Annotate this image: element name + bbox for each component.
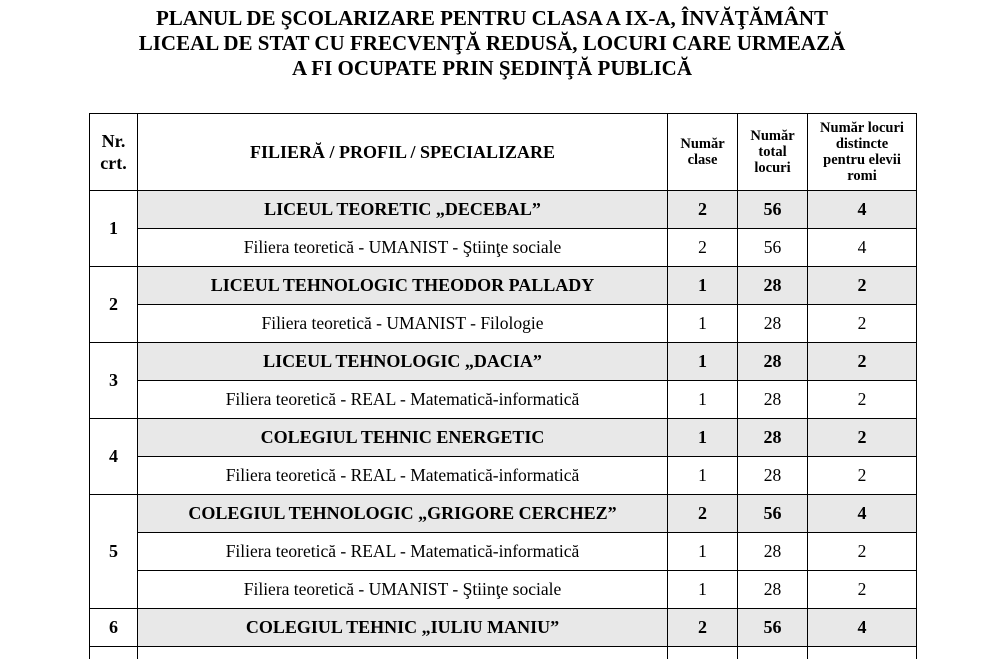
school-name: COLEGIUL TEHNIC ENERGETIC xyxy=(138,419,668,457)
header-nr-line: Nr. xyxy=(101,131,126,151)
school-name: COLEGIUL TEHNIC „IULIU MANIU” xyxy=(138,609,668,647)
specialization-total-locuri: 28 xyxy=(738,457,808,495)
school-clase: 1 xyxy=(668,267,738,305)
specialization-total-locuri: 56 xyxy=(738,229,808,267)
cut-cell xyxy=(738,647,808,659)
specialization-total-locuri: 28 xyxy=(738,571,808,609)
table-header-row xyxy=(90,114,917,191)
school-clase: 1 xyxy=(668,343,738,381)
specialization-clase: 1 xyxy=(668,381,738,419)
specialization-name: Filiera teoretică - REAL - Matematică-informatică xyxy=(138,381,668,419)
school-locuri-romi: 4 xyxy=(808,495,917,533)
school-locuri-romi: 2 xyxy=(808,343,917,381)
header-total-line-1: Număr xyxy=(750,128,795,144)
specialization-locuri-romi: 2 xyxy=(808,305,917,343)
specialization-locuri-romi: 2 xyxy=(808,571,917,609)
school-locuri-romi: 4 xyxy=(808,191,917,229)
school-name: LICEUL TEHNOLOGIC THEODOR PALLADY xyxy=(138,267,668,305)
row-number: 5 xyxy=(90,495,138,609)
school-total-locuri: 28 xyxy=(738,343,808,381)
header-clase-line-1: Număr xyxy=(680,136,725,152)
specialization-total-locuri: 28 xyxy=(738,305,808,343)
school-total-locuri: 56 xyxy=(738,191,808,229)
school-total-locuri: 56 xyxy=(738,609,808,647)
school-row xyxy=(90,191,917,229)
school-name: LICEUL TEHNOLOGIC „DACIA” xyxy=(138,343,668,381)
specialization-name: Filiera teoretică - UMANIST - Filologie xyxy=(138,305,668,343)
header-numar-clase xyxy=(668,114,738,191)
specialization-row xyxy=(90,381,917,419)
school-total-locuri: 28 xyxy=(738,267,808,305)
school-clase: 2 xyxy=(668,495,738,533)
header-total-line-3: locuri xyxy=(754,160,791,176)
specialization-row xyxy=(90,305,917,343)
school-clase: 2 xyxy=(668,191,738,229)
specialization-locuri-romi: 2 xyxy=(808,457,917,495)
specialization-total-locuri: 28 xyxy=(738,381,808,419)
row-number: 4 xyxy=(90,419,138,495)
specialization-name: Filiera teoretică - UMANIST - Ştiinţe sociale xyxy=(138,571,668,609)
row-number: 1 xyxy=(90,191,138,267)
header-romi-line-3: pentru elevii xyxy=(823,152,901,168)
row-number: 2 xyxy=(90,267,138,343)
header-total-line-2: total xyxy=(758,144,787,160)
cut-cell xyxy=(668,647,738,659)
title-line-1: PLANUL DE ŞCOLARIZARE PENTRU CLASA A IX-A, ÎNVĂŢĂMÂNT xyxy=(155,6,829,30)
header-romi-line-2: distincte xyxy=(835,136,889,152)
specialization-total-locuri: 28 xyxy=(738,533,808,571)
header-clase-line-2: clase xyxy=(687,152,718,168)
title-line-2: LICEAL DE STAT CU FRECVENŢĂ REDUSĂ, LOCURI CARE URMEAZĂ xyxy=(138,31,846,55)
header-romi-line-1: Număr locuri xyxy=(820,120,904,136)
school-row xyxy=(90,267,917,305)
cut-cell xyxy=(90,647,138,659)
table-row-cut-off xyxy=(90,647,917,659)
specialization-clase: 1 xyxy=(668,571,738,609)
school-clase: 1 xyxy=(668,419,738,457)
school-name: LICEUL TEORETIC „DECEBAL” xyxy=(138,191,668,229)
school-row xyxy=(90,495,917,533)
title-line-3: A FI OCUPATE PRIN ŞEDINŢĂ PUBLICĂ xyxy=(291,56,692,80)
school-row xyxy=(90,609,917,647)
cut-cell xyxy=(808,647,917,659)
specialization-name: Filiera teoretică - REAL - Matematică-informatică xyxy=(138,533,668,571)
header-numar-total-locuri xyxy=(738,114,808,191)
header-filiera: FILIERĂ / PROFIL / SPECIALIZARE xyxy=(138,114,668,191)
header-romi-line-4: romi xyxy=(847,168,877,184)
school-row xyxy=(90,343,917,381)
specialization-row xyxy=(90,229,917,267)
specialization-clase: 2 xyxy=(668,229,738,267)
row-number: 3 xyxy=(90,343,138,419)
specialization-clase: 1 xyxy=(668,533,738,571)
header-locuri-romi xyxy=(808,114,917,191)
specialization-locuri-romi: 2 xyxy=(808,533,917,571)
school-locuri-romi: 2 xyxy=(808,267,917,305)
header-nr-crt xyxy=(90,114,138,191)
school-locuri-romi: 2 xyxy=(808,419,917,457)
specialization-locuri-romi: 4 xyxy=(808,229,917,267)
specialization-row xyxy=(90,533,917,571)
specialization-locuri-romi: 2 xyxy=(808,381,917,419)
specialization-row xyxy=(90,457,917,495)
school-row xyxy=(90,419,917,457)
school-total-locuri: 28 xyxy=(738,419,808,457)
specialization-clase: 1 xyxy=(668,457,738,495)
school-locuri-romi: 4 xyxy=(808,609,917,647)
cut-cell xyxy=(138,647,668,659)
school-clase: 2 xyxy=(668,609,738,647)
specialization-name: Filiera teoretică - UMANIST - Ştiinţe sociale xyxy=(138,229,668,267)
header-crt-line: crt. xyxy=(100,153,127,173)
schooling-plan-table xyxy=(89,113,917,659)
school-total-locuri: 56 xyxy=(738,495,808,533)
specialization-row xyxy=(90,571,917,609)
school-name: COLEGIUL TEHNOLOGIC „GRIGORE CERCHEZ” xyxy=(138,495,668,533)
specialization-name: Filiera teoretică - REAL - Matematică-informatică xyxy=(138,457,668,495)
row-number: 6 xyxy=(90,609,138,647)
specialization-clase: 1 xyxy=(668,305,738,343)
document-title xyxy=(0,6,984,81)
